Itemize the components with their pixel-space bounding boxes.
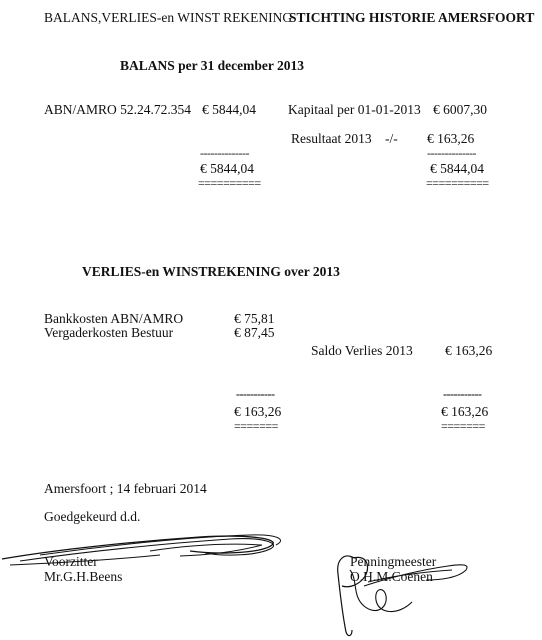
balans-dash-rule-left: -------------- bbox=[200, 146, 249, 160]
expense-amount-vergaderkosten: € 87,45 bbox=[234, 325, 275, 340]
verlies-total-right: € 163,26 bbox=[441, 404, 489, 419]
chair-signature bbox=[0, 515, 300, 575]
kapitaal-amount: € 6007,30 bbox=[433, 102, 487, 117]
document-title-plain: BALANS,VERLIES-en WINST REKENING bbox=[44, 10, 293, 25]
kapitaal-label: Kapitaal per 01-01-2013 bbox=[288, 102, 421, 117]
resultaat-label: Resultaat 2013 bbox=[291, 131, 372, 146]
balans-double-rule-left: ========== bbox=[198, 176, 261, 190]
verlies-heading: VERLIES-en WINSTREKENING over 2013 bbox=[82, 264, 340, 279]
resultaat-amount: € 163,26 bbox=[427, 131, 475, 146]
verlies-dash-rule-right: ----------- bbox=[443, 387, 482, 401]
balans-double-rule-right: ========== bbox=[426, 176, 489, 190]
chair-title: Voorzitter bbox=[44, 554, 98, 569]
place-and-date: Amersfoort ; 14 februari 2014 bbox=[44, 481, 207, 496]
verlies-double-rule-right: ======= bbox=[441, 419, 485, 433]
treasurer-signature bbox=[328, 540, 478, 640]
treasurer-name: O.H.M.Coenen bbox=[350, 569, 433, 584]
resultaat-sign: -/- bbox=[385, 131, 398, 146]
chair-name: Mr.G.H.Beens bbox=[44, 569, 123, 584]
expense-label-vergaderkosten: Vergaderkosten Bestuur bbox=[44, 325, 174, 340]
balans-total-right: € 5844,04 bbox=[430, 161, 484, 176]
treasurer-title: Penningmeester bbox=[350, 554, 437, 569]
document-title-organisation: STICHTING HISTORIE AMERSFOORT bbox=[289, 10, 535, 25]
balans-total-left: € 5844,04 bbox=[200, 161, 254, 176]
bank-account-amount: € 5844,04 bbox=[202, 102, 256, 117]
verlies-dash-rule-left: ----------- bbox=[236, 387, 275, 401]
saldo-verlies-amount: € 163,26 bbox=[445, 343, 493, 358]
balans-heading: BALANS per 31 december 2013 bbox=[120, 58, 304, 73]
saldo-verlies-label: Saldo Verlies 2013 bbox=[311, 343, 413, 358]
verlies-double-rule-left: ======= bbox=[234, 419, 278, 433]
expense-label-bankkosten: Bankkosten ABN/AMRO bbox=[44, 311, 184, 326]
approved-label: Goedgekeurd d.d. bbox=[44, 509, 141, 524]
expense-amount-bankkosten: € 75,81 bbox=[234, 311, 275, 326]
balans-dash-rule-right: -------------- bbox=[427, 146, 476, 160]
verlies-total-left: € 163,26 bbox=[234, 404, 282, 419]
bank-account-label: ABN/AMRO 52.24.72.354 bbox=[44, 102, 192, 117]
